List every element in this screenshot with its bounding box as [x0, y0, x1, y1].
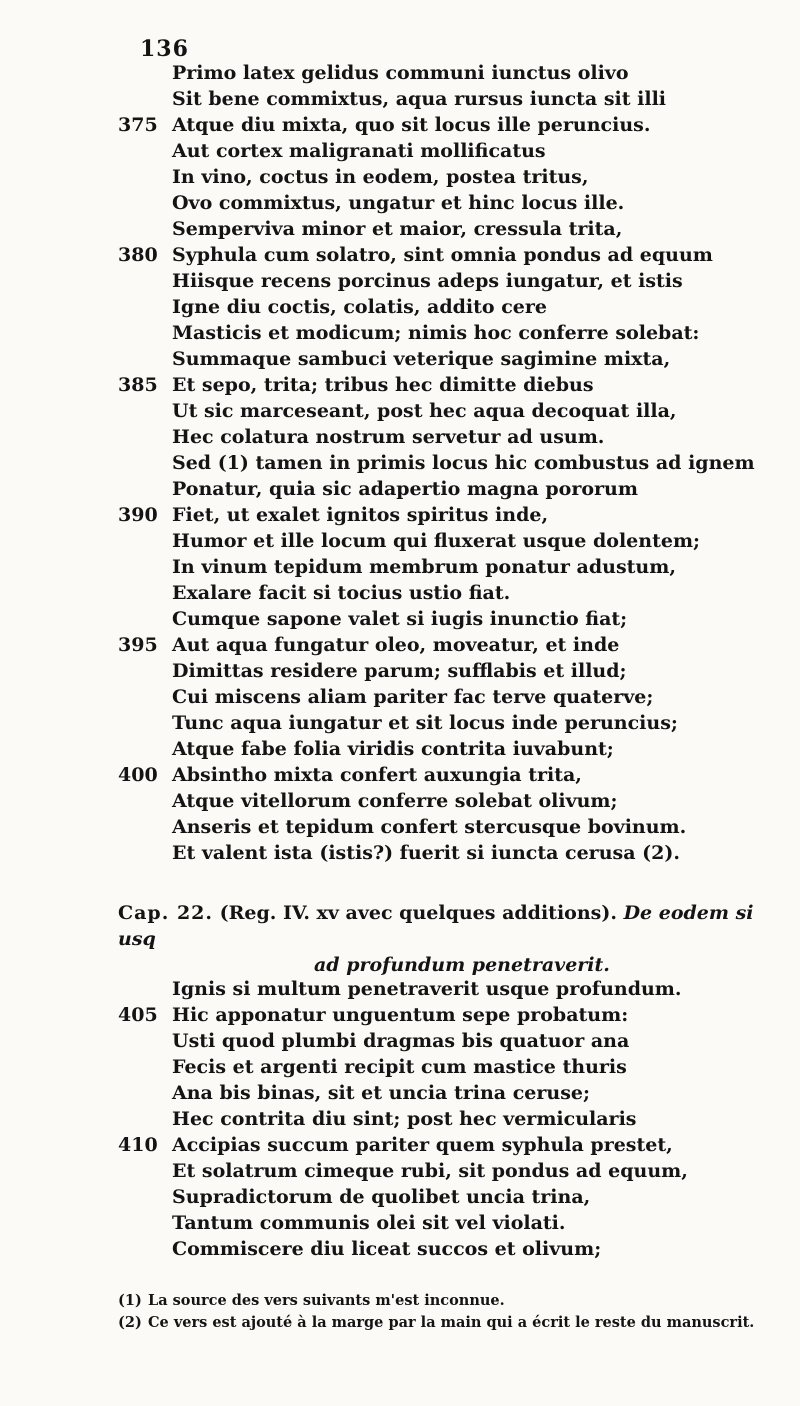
verse-line	[118, 814, 778, 840]
verse-line	[118, 1184, 778, 1210]
footnote-text: La source des vers suivants m'est inconnue.	[148, 1292, 505, 1309]
verse-line	[118, 242, 778, 268]
verse-text: In vino, coctus in eodem, postea tritus,	[172, 166, 589, 188]
verse-text: Ignis si multum penetraverit usque profundum.	[172, 978, 682, 1000]
verse-text: Syphula cum solatro, sint omnia pondus ad equum	[172, 244, 713, 266]
verse-number: 385	[118, 374, 158, 396]
verse-line	[118, 1002, 778, 1028]
verse-line	[118, 86, 778, 112]
verse-text: Summaque sambuci veterique sagimine mixta,	[172, 348, 671, 370]
verse-text: Humor et ille locum qui fluxerat usque dolentem;	[172, 530, 701, 552]
verse-line	[118, 528, 778, 554]
verse-number: 375	[118, 114, 158, 136]
chapter-title-part-2: ad profundum penetraverit.	[314, 954, 610, 976]
verse-line	[118, 1080, 778, 1106]
verse-line	[118, 398, 778, 424]
verse-line	[118, 710, 778, 736]
verse-line	[118, 216, 778, 242]
verse-line	[118, 1106, 778, 1132]
verse-text: Hec contrita diu sint; post hec vermicularis	[172, 1108, 637, 1130]
footnote-mark: (1)	[118, 1292, 142, 1309]
verse-text: Hiisque recens porcinus adeps iungatur, et istis	[172, 270, 683, 292]
footnote-mark: (2)	[118, 1314, 142, 1331]
chapter-heading	[118, 900, 778, 978]
verse-text: Fiet, ut exalet ignitos spiritus inde,	[172, 504, 549, 526]
verse-line	[118, 1132, 778, 1158]
verse-line	[118, 294, 778, 320]
verse-text: Exalare facit si tocius ustio fiat.	[172, 582, 511, 604]
verse-text: Masticis et modicum; nimis hoc conferre solebat:	[172, 322, 700, 344]
verse-text: Cumque sapone valet si iugis inunctio fiat;	[172, 608, 628, 630]
verse-text: Tantum communis olei sit vel violati.	[172, 1212, 566, 1234]
verse-text: Ponatur, quia sic adapertio magna pororum	[172, 478, 638, 500]
chapter-heading-line-1	[118, 900, 778, 952]
verse-number: 410	[118, 1134, 158, 1156]
verse-text: Usti quod plumbi dragmas bis quatuor ana	[172, 1030, 630, 1052]
verse-line	[118, 450, 778, 476]
verse-line	[118, 60, 778, 86]
footnote	[118, 1290, 788, 1312]
verse-text: Et solatrum cimeque rubi, sit pondus ad equum,	[172, 1160, 688, 1182]
verse-text: Dimittas residere parum; sufflabis et illud;	[172, 660, 627, 682]
verse-text: Ovo commixtus, ungatur et hinc locus ille.	[172, 192, 625, 214]
verse-text: Sit bene commixtus, aqua rursus iuncta sit illi	[172, 88, 667, 110]
chapter-reference: (Reg. IV. xv avec quelques additions).	[219, 902, 617, 924]
verse-line	[118, 632, 778, 658]
verse-text: Tunc aqua iungatur et sit locus inde peruncius;	[172, 712, 678, 734]
verse-number: 405	[118, 1004, 158, 1026]
verse-line	[118, 112, 778, 138]
verse-line	[118, 1158, 778, 1184]
verse-line	[118, 1028, 778, 1054]
verse-text: Et valent ista (istis?) fuerit si iuncta cerusa (2).	[172, 842, 680, 864]
verse-text: Igne diu coctis, colatis, addito cere	[172, 296, 547, 318]
verse-line	[118, 424, 778, 450]
verse-text: Aut aqua fungatur oleo, moveatur, et inde	[172, 634, 620, 656]
verse-block-2	[118, 976, 778, 1262]
verse-line	[118, 476, 778, 502]
verse-line	[118, 138, 778, 164]
verse-line	[118, 1054, 778, 1080]
verse-text: Ana bis binas, sit et uncia trina ceruse;	[172, 1082, 590, 1104]
verse-line	[118, 268, 778, 294]
verse-line	[118, 502, 778, 528]
verse-line	[118, 372, 778, 398]
chapter-number: Cap. 22.	[118, 902, 214, 924]
verse-text: Accipias succum pariter quem syphula prestet,	[172, 1134, 673, 1156]
verse-text: Supradictorum de quolibet uncia trina,	[172, 1186, 591, 1208]
verse-text: Hec colatura nostrum servetur ad usum.	[172, 426, 605, 448]
verse-text: Cui miscens aliam pariter fac terve quaterve;	[172, 686, 654, 708]
verse-text: Primo latex gelidus communi iunctus olivo	[172, 62, 629, 84]
verse-line	[118, 320, 778, 346]
verse-number: 400	[118, 764, 158, 786]
verse-text: In vinum tepidum membrum ponatur adustum,	[172, 556, 676, 578]
verse-line	[118, 346, 778, 372]
verse-line	[118, 554, 778, 580]
verse-text: Aut cortex maligranati mollificatus	[172, 140, 546, 162]
verse-text: Sed (1) tamen in primis locus hic combustus ad ignem	[172, 452, 755, 474]
verse-line	[118, 190, 778, 216]
verse-text: Semperviva minor et maior, cressula trita,	[172, 218, 623, 240]
verse-block-1	[118, 60, 778, 866]
verse-text: Atque fabe folia viridis contrita iuvabunt;	[172, 738, 614, 760]
verse-number: 380	[118, 244, 158, 266]
verse-line	[118, 788, 778, 814]
chapter-title-part-1: De eodem si usq	[118, 902, 754, 950]
verse-line	[118, 736, 778, 762]
verse-line	[118, 684, 778, 710]
verse-line	[118, 606, 778, 632]
verse-number: 390	[118, 504, 158, 526]
verse-text: Commiscere diu liceat succos et olivum;	[172, 1238, 602, 1260]
verse-number: 395	[118, 634, 158, 656]
verse-text: Hic apponatur unguentum sepe probatum:	[172, 1004, 629, 1026]
verse-text: Ut sic marceseant, post hec aqua decoquat illa,	[172, 400, 677, 422]
verse-line	[118, 762, 778, 788]
footnote-text: Ce vers est ajouté à la marge par la main qui a écrit le reste du manuscrit.	[148, 1314, 755, 1331]
verse-line	[118, 580, 778, 606]
verse-line	[118, 976, 778, 1002]
footnotes	[118, 1290, 788, 1334]
verse-line	[118, 1210, 778, 1236]
verse-text: Atque vitellorum conferre solebat olivum;	[172, 790, 618, 812]
verse-text: Et sepo, trita; tribus hec dimitte diebus	[172, 374, 594, 396]
verse-text: Atque diu mixta, quo sit locus ille peruncius.	[172, 114, 651, 136]
verse-line	[118, 840, 778, 866]
verse-line	[118, 164, 778, 190]
verse-text: Anseris et tepidum confert stercusque bovinum.	[172, 816, 687, 838]
verse-text: Fecis et argenti recipit cum mastice thuris	[172, 1056, 627, 1078]
verse-text: Absintho mixta confert auxungia trita,	[172, 764, 582, 786]
page-number: 136	[140, 36, 189, 62]
footnote	[118, 1312, 788, 1334]
verse-line	[118, 1236, 778, 1262]
verse-line	[118, 658, 778, 684]
